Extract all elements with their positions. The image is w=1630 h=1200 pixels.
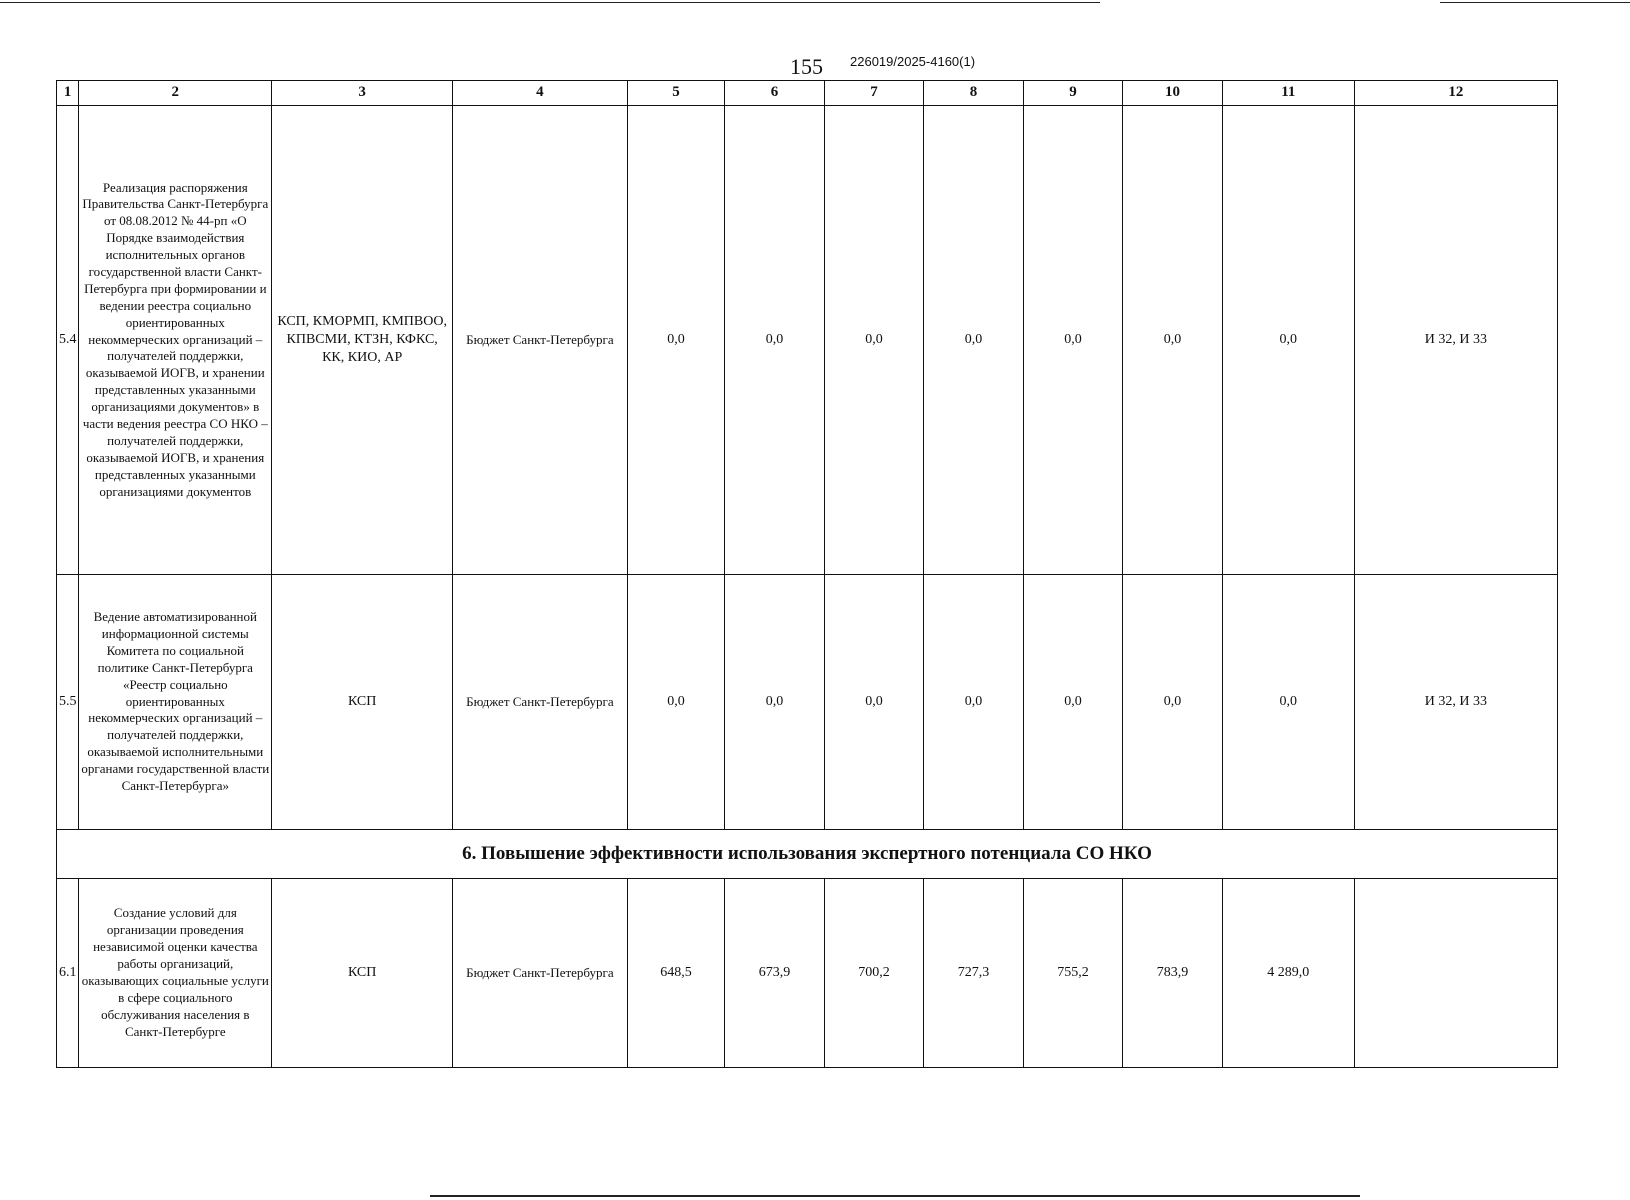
value-col-8: 0,0 (924, 575, 1024, 830)
row-id: 5.4 (57, 106, 79, 575)
value-col-7: 0,0 (824, 575, 924, 830)
top-scan-rule-right (1440, 2, 1630, 3)
row-id: 5.5 (57, 575, 79, 830)
activity-description: Создание условий для организации проведения независимой оценки качества работы организаций, оказывающих социальные услуги в сфере социального обслуживания населения в Санкт-Петербурге (79, 879, 272, 1068)
table-row-5-5 (57, 575, 1558, 830)
column-header-5: 5 (627, 81, 724, 106)
value-col-10: 0,0 (1123, 106, 1223, 575)
indicators-cell: И 32, И 33 (1354, 575, 1557, 830)
funding-source-cell: Бюджет Санкт-Петербурга (453, 106, 628, 575)
program-activities-table (56, 80, 1558, 1068)
funding-source-cell: Бюджет Санкт-Петербурга (453, 575, 628, 830)
column-header-6: 6 (725, 81, 825, 106)
value-col-6: 0,0 (725, 106, 825, 575)
column-header-12: 12 (1354, 81, 1557, 106)
column-header-9: 9 (1023, 81, 1123, 106)
value-col-11: 0,0 (1222, 106, 1354, 575)
column-header-8: 8 (924, 81, 1024, 106)
column-header-11: 11 (1222, 81, 1354, 106)
column-header-3: 3 (272, 81, 453, 106)
column-number-header-row (57, 81, 1558, 106)
value-col-7: 0,0 (824, 106, 924, 575)
column-header-4: 4 (453, 81, 628, 106)
executors-cell: КСП, КМОРМП, КМПВОО, КПВСМИ, КТЗН, КФКС, КК, КИО, АР (272, 106, 453, 575)
value-col-7: 700,2 (824, 879, 924, 1068)
value-col-10: 783,9 (1123, 879, 1223, 1068)
value-col-11: 0,0 (1222, 575, 1354, 830)
value-col-11: 4 289,0 (1222, 879, 1354, 1068)
column-header-1: 1 (57, 81, 79, 106)
funding-source-cell: Бюджет Санкт-Петербурга (453, 879, 628, 1068)
value-col-10: 0,0 (1123, 575, 1223, 830)
page-number: 155 (790, 54, 823, 79)
column-header-7: 7 (824, 81, 924, 106)
value-col-8: 0,0 (924, 106, 1024, 575)
row-id: 6.1 (57, 879, 79, 1068)
value-col-9: 755,2 (1023, 879, 1123, 1068)
value-col-6: 673,9 (725, 879, 825, 1068)
executors-cell: КСП (272, 879, 453, 1068)
executors-cell: КСП (272, 575, 453, 830)
value-col-9: 0,0 (1023, 575, 1123, 830)
value-col-5: 648,5 (627, 879, 724, 1068)
section-header-row (57, 830, 1558, 879)
activity-description: Ведение автоматизированной информационной системы Комитета по социальной политике Санкт-Петербурга «Реестр социально ориентированных некоммерческих организаций – получателей поддержки, оказываемой исполнительными органами государственной власти Санкт-Петербурга» (79, 575, 272, 830)
table-row-6-1 (57, 879, 1558, 1068)
column-header-2: 2 (79, 81, 272, 106)
bottom-scan-rule (430, 1195, 1360, 1197)
top-scan-rule (0, 2, 1100, 3)
section-title: 6. Повышение эффективности использования экспертного потенциала СО НКО (57, 830, 1558, 879)
indicators-cell (1354, 879, 1557, 1068)
table-row-5-4 (57, 106, 1558, 575)
value-col-9: 0,0 (1023, 106, 1123, 575)
activity-description: Реализация распоряжения Правительства Санкт-Петербурга от 08.08.2012 № 44-рп «О Порядке взаимодействия исполнительных органов государственной власти Санкт-Петербурга при формировании и ведении реестра социально ориентированных некоммерческих организаций – получателей поддержки, оказываемой ИОГВ, и хранении представленных указанными организациями документов» в части ведения реестра СО НКО – получателей поддержки, оказываемой ИОГВ, и хранения представленных указанными организациями документов (79, 106, 272, 575)
document-registration-stamp: 226019/2025-4160(1) (850, 54, 976, 69)
value-col-8: 727,3 (924, 879, 1024, 1068)
value-col-5: 0,0 (627, 106, 724, 575)
indicators-cell: И 32, И 33 (1354, 106, 1557, 575)
column-header-10: 10 (1123, 81, 1223, 106)
value-col-5: 0,0 (627, 575, 724, 830)
value-col-6: 0,0 (725, 575, 825, 830)
